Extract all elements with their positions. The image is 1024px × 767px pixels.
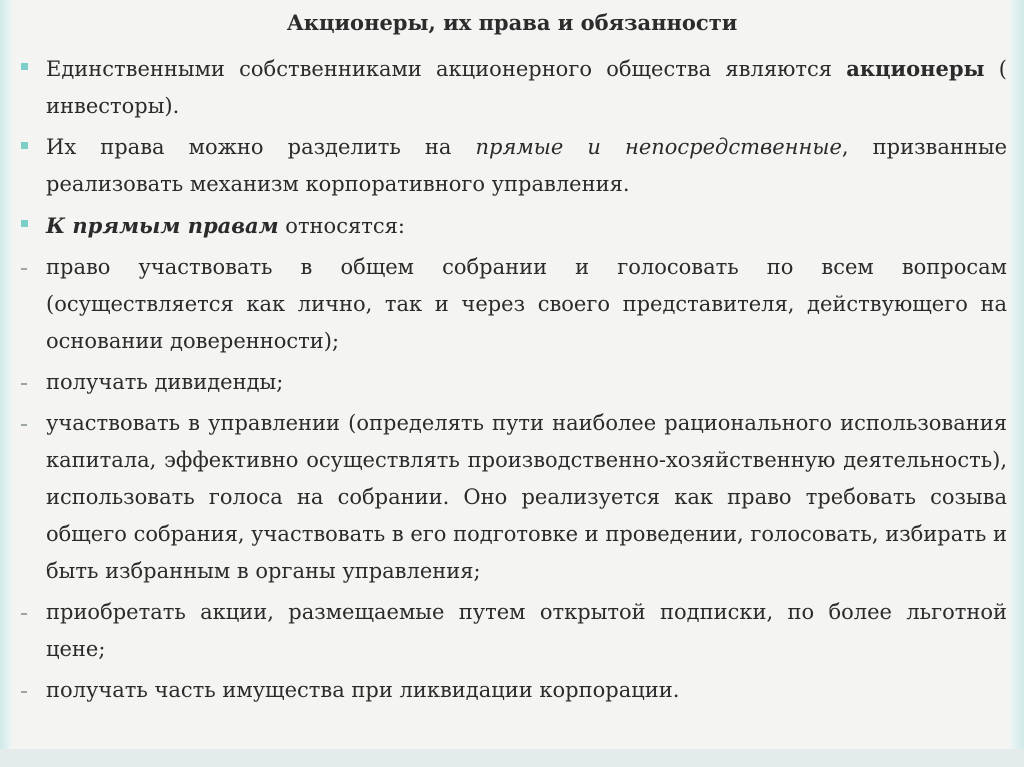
item-bold-text: акционеры <box>846 56 985 81</box>
item-text: право участвовать в общем собрании и голосовать по всем вопросам (осуществляется как лично, так и через своего представителя, действующего на основании доверенности); <box>46 255 1007 353</box>
item-text: участвовать в управлении (определять пути наиболее рационального использования капитала, эффективно осуществлять производственно-хозяйственную деятельность), использовать голоса на собрании. Оно реализуется как право требовать созыва общего собрания, участвовать в его подготовке и проведении, голосовать, избирать и быть избранным в органы управления; <box>46 411 1007 583</box>
item-text: Единственными собственниками акционерного общества являются <box>46 57 847 81</box>
item-text: ( инвесторы). <box>46 57 1007 118</box>
right-decor-band <box>1010 0 1024 767</box>
dash-bullet-icon <box>18 594 36 631</box>
square-bullet-icon <box>18 50 36 87</box>
square-bullet-icon <box>18 207 36 244</box>
list-item <box>12 405 1007 590</box>
item-text: , призванные реализовать механизм корпоративного управления. <box>46 135 1007 196</box>
list-item <box>12 50 1007 125</box>
list-item <box>12 249 1007 360</box>
list-item <box>12 129 1007 203</box>
bullet-list <box>12 50 1007 713</box>
item-text: приобретать акции, размещаемые путем открытой подписки, по более льготной цене; <box>46 600 1007 661</box>
item-bold-italic-text: К прямым правам <box>46 213 279 238</box>
dash-bullet-icon <box>18 249 36 286</box>
dash-bullet-icon <box>18 364 36 401</box>
list-item <box>12 207 1007 245</box>
item-text: получать дивиденды; <box>46 370 284 394</box>
square-bullet-icon <box>18 129 36 166</box>
item-italic-text: прямые и непосредственные <box>475 135 842 159</box>
list-item <box>12 672 1007 709</box>
dash-bullet-icon <box>18 672 36 709</box>
list-item <box>12 364 1007 401</box>
list-item <box>12 594 1007 668</box>
item-text: Их права можно разделить на <box>46 135 476 159</box>
item-text: относятся: <box>278 214 405 238</box>
slide-title: Акционеры, их права и обязанности <box>286 10 738 35</box>
left-decor-band <box>0 0 12 767</box>
item-text: получать часть имущества при ликвидации корпорации. <box>46 678 680 702</box>
bottom-decor-band <box>0 749 1024 767</box>
dash-bullet-icon <box>18 405 36 442</box>
